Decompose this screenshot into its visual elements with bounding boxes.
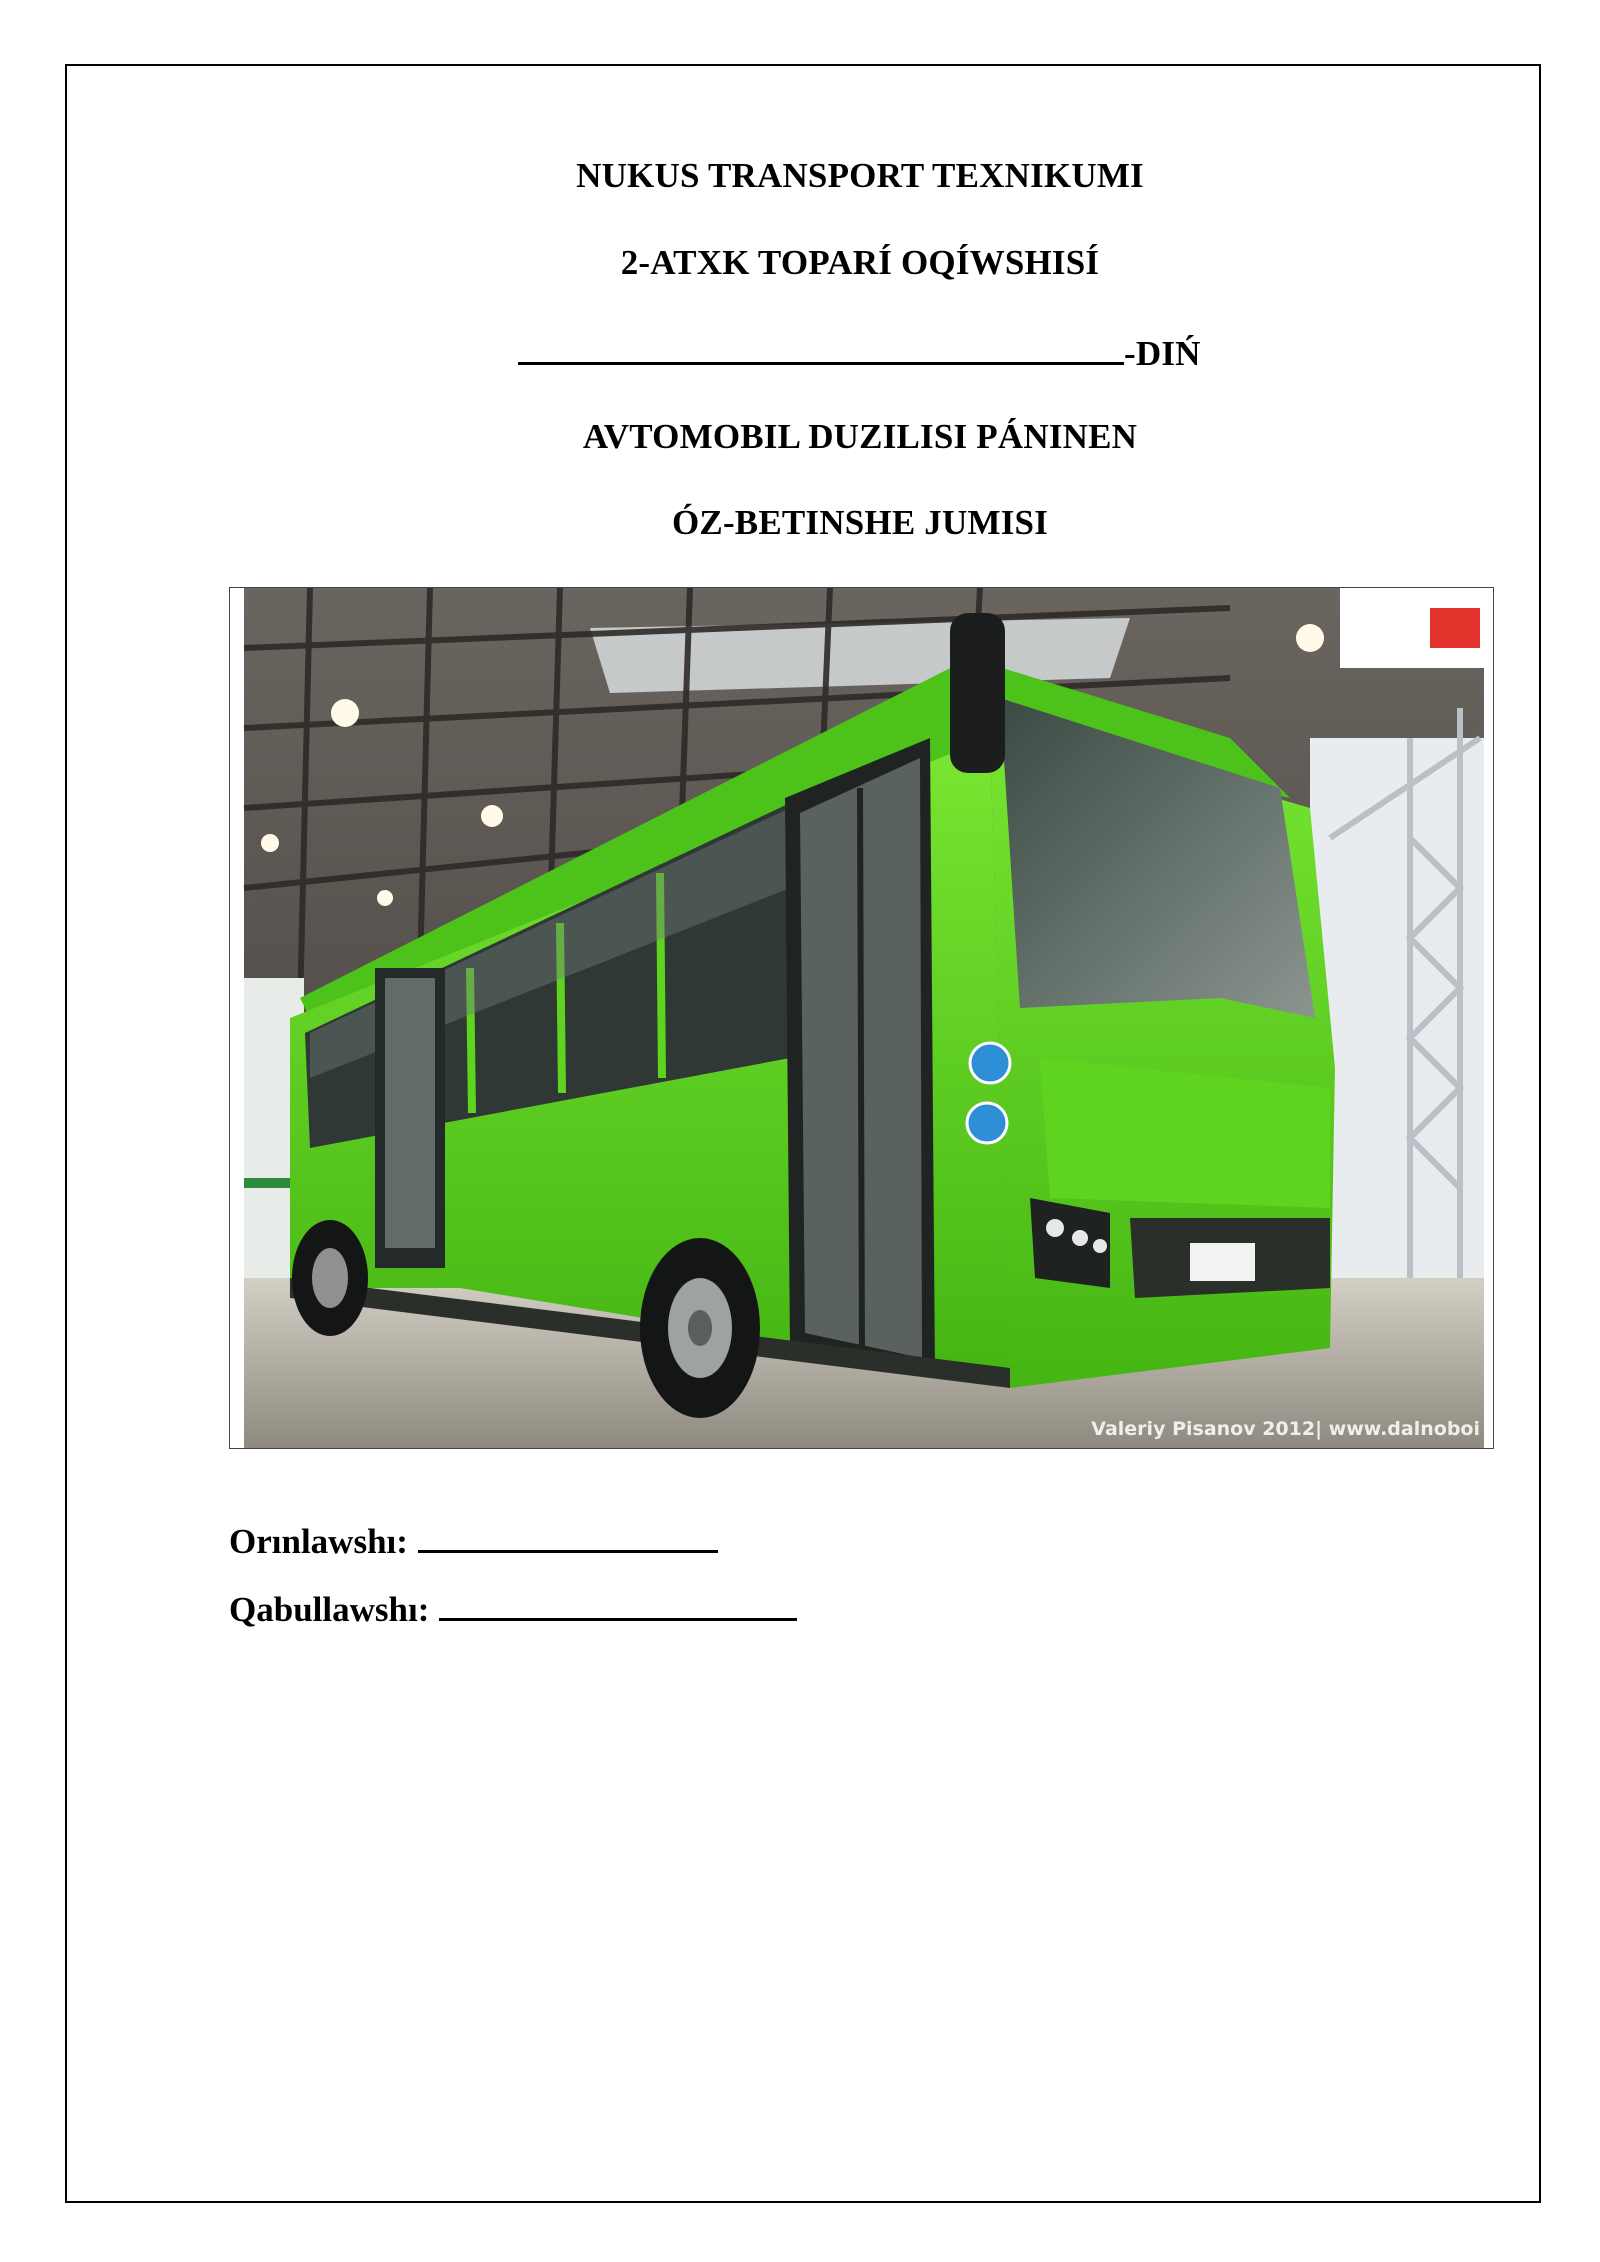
receiver-label: Qabullawshı: — [229, 1590, 430, 1629]
name-suffix: -DIŃ — [1124, 334, 1201, 373]
receiver-field — [229, 1588, 797, 1630]
institution-title: NUKUS TRANSPORT TEXNIKUMI — [576, 156, 1144, 195]
group-line: 2-ATXK TOPARÍ OQÍWSHISÍ — [620, 243, 1100, 282]
subject-line: AVTOMOBIL DUZILISI PÁNINEN — [582, 417, 1138, 456]
photo-watermark: Valeriy Pisanov 2012| www.dalnoboi — [1091, 1418, 1480, 1440]
student-name-line — [518, 330, 1258, 374]
bus-photo — [229, 587, 1494, 1449]
receiver-blank[interactable] — [439, 1588, 797, 1621]
performer-field — [229, 1520, 718, 1562]
student-name-blank[interactable] — [518, 330, 1124, 365]
performer-blank[interactable] — [418, 1520, 718, 1553]
work-type-title: ÓZ-BETINSHE JUMISI — [671, 503, 1049, 542]
performer-label: Orınlawshı: — [229, 1522, 408, 1561]
